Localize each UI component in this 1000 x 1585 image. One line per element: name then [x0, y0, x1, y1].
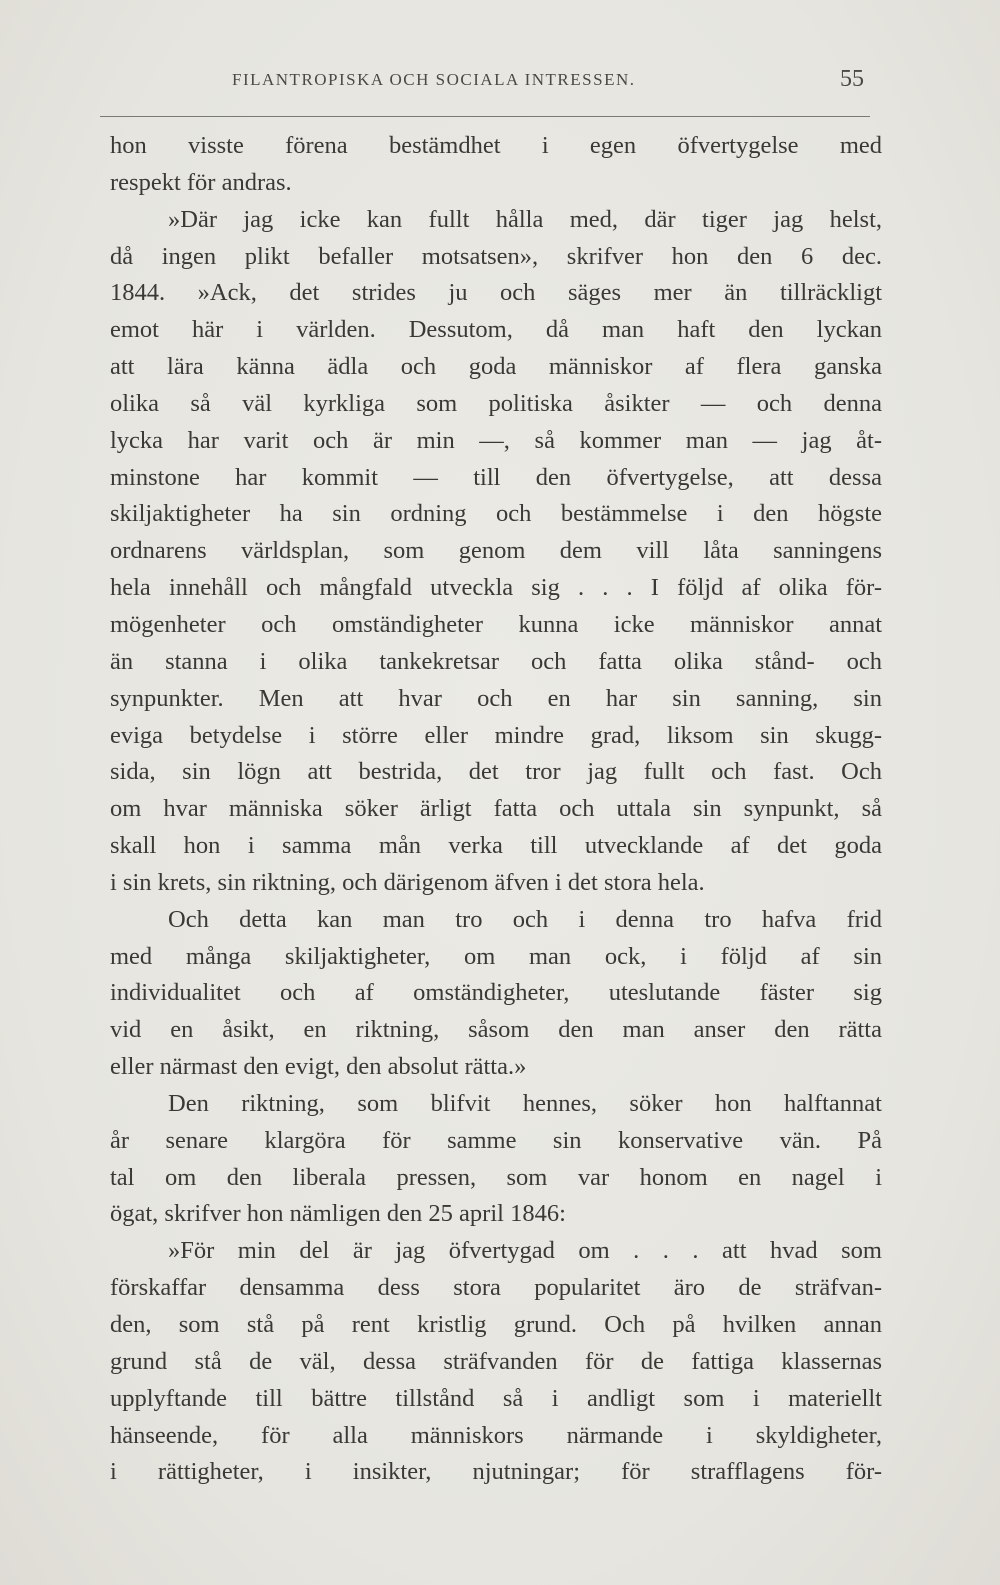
text-line: upplyftande till bättre tillstånd så i andligt som i materiellt	[110, 1384, 882, 1412]
text-line: den, som stå på rent kristlig grund. Och på hvilken annan	[110, 1311, 882, 1338]
text-line: ordnarens världsplan, som genom dem vill låta sanningens	[110, 537, 882, 565]
text-line: förskaffar densamma dess stora popularitet äro de sträfvan-	[110, 1274, 882, 1302]
text-line: hon visste förena bestämdhet i egen öfvertygelse med	[110, 132, 882, 159]
text-line: Och detta kan man tro och i denna tro hafva frid	[168, 905, 882, 933]
text-line: skiljaktigheter ha sin ordning och bestämmelse i den högste	[110, 500, 882, 528]
text-line: synpunkter. Men att hvar och en har sin sanning, sin	[110, 684, 882, 712]
text-line: eviga betydelse i större eller mindre grad, liksom sin skugg-	[110, 721, 882, 749]
header-rule	[100, 116, 870, 117]
text-line: minstone har kommit — till den öfvertygelse, att dessa	[110, 463, 882, 491]
text-line: »Där jag icke kan fullt hålla med, där tiger jag helst,	[168, 205, 882, 233]
running-title: FILANTROPISKA OCH SOCIALA INTRESSEN.	[232, 70, 636, 89]
text-line: sida, sin lögn att bestrida, det tror jag fullt och fast. Och	[110, 758, 882, 786]
text-line: skall hon i samma mån verka till utvecklande af det goda	[110, 832, 882, 860]
text-line: eller närmast den evigt, den absolut rätta.»	[110, 1053, 527, 1081]
text-line: individualitet och af omständigheter, uteslutande fäster sig	[110, 979, 882, 1007]
text-line: i rättigheter, i insikter, njutningar; för strafflagens för-	[110, 1458, 882, 1486]
text-line: med många skiljaktigheter, om man ock, i följd af sin	[110, 942, 882, 970]
text-line: grund stå de väl, dessa sträfvanden för de fattiga klassernas	[110, 1347, 882, 1375]
text-line: än stanna i olika tankekretsar och fatta olika stånd- och	[110, 647, 882, 675]
text-line: om hvar människa söker ärligt fatta och uttala sin synpunkt, så	[110, 795, 882, 823]
text-line: emot här i världen. Dessutom, då man haft den lyckan	[110, 316, 882, 344]
text-line: hänseende, för alla människors närmande i skyldigheter,	[110, 1421, 882, 1449]
text-line: vid en åsikt, en riktning, såsom den man anser den rätta	[110, 1016, 882, 1044]
text-line: »För min del är jag öfvertygad om . . . att hvad som	[168, 1237, 882, 1265]
text-line: Den riktning, som blifvit hennes, söker hon halftannat	[168, 1089, 882, 1117]
page-number: 55	[840, 66, 864, 92]
text-line: i sin krets, sin riktning, och därigenom äfven i det stora hela.	[110, 868, 705, 896]
text-line: 1844. »Ack, det strides ju och säges mer än tillräckligt	[110, 279, 882, 307]
text-line: mögenheter och omständigheter kunna icke människor annat	[110, 610, 882, 638]
text-line: hela innehåll och mångfald utveckla sig . . . I följd af olika för-	[110, 574, 882, 602]
text-line: ögat, skrifver hon nämligen den 25 april 1846:	[110, 1200, 566, 1228]
body-text	[110, 128, 882, 1491]
text-line: år senare klargöra för samme sin konservative vän. På	[110, 1126, 882, 1154]
text-line: att lära känna ädla och goda människor af flera ganska	[110, 353, 882, 381]
text-line: lycka har varit och är min —, så kommer man — jag åt-	[110, 426, 882, 454]
text-line: då ingen plikt befaller motsatsen», skrifver hon den 6 dec.	[110, 242, 882, 270]
text-line: tal om den liberala pressen, som var honom en nagel i	[110, 1163, 882, 1191]
text-line: respekt för andras.	[110, 168, 292, 196]
text-line: olika så väl kyrkliga som politiska åsikter — och denna	[110, 389, 882, 417]
